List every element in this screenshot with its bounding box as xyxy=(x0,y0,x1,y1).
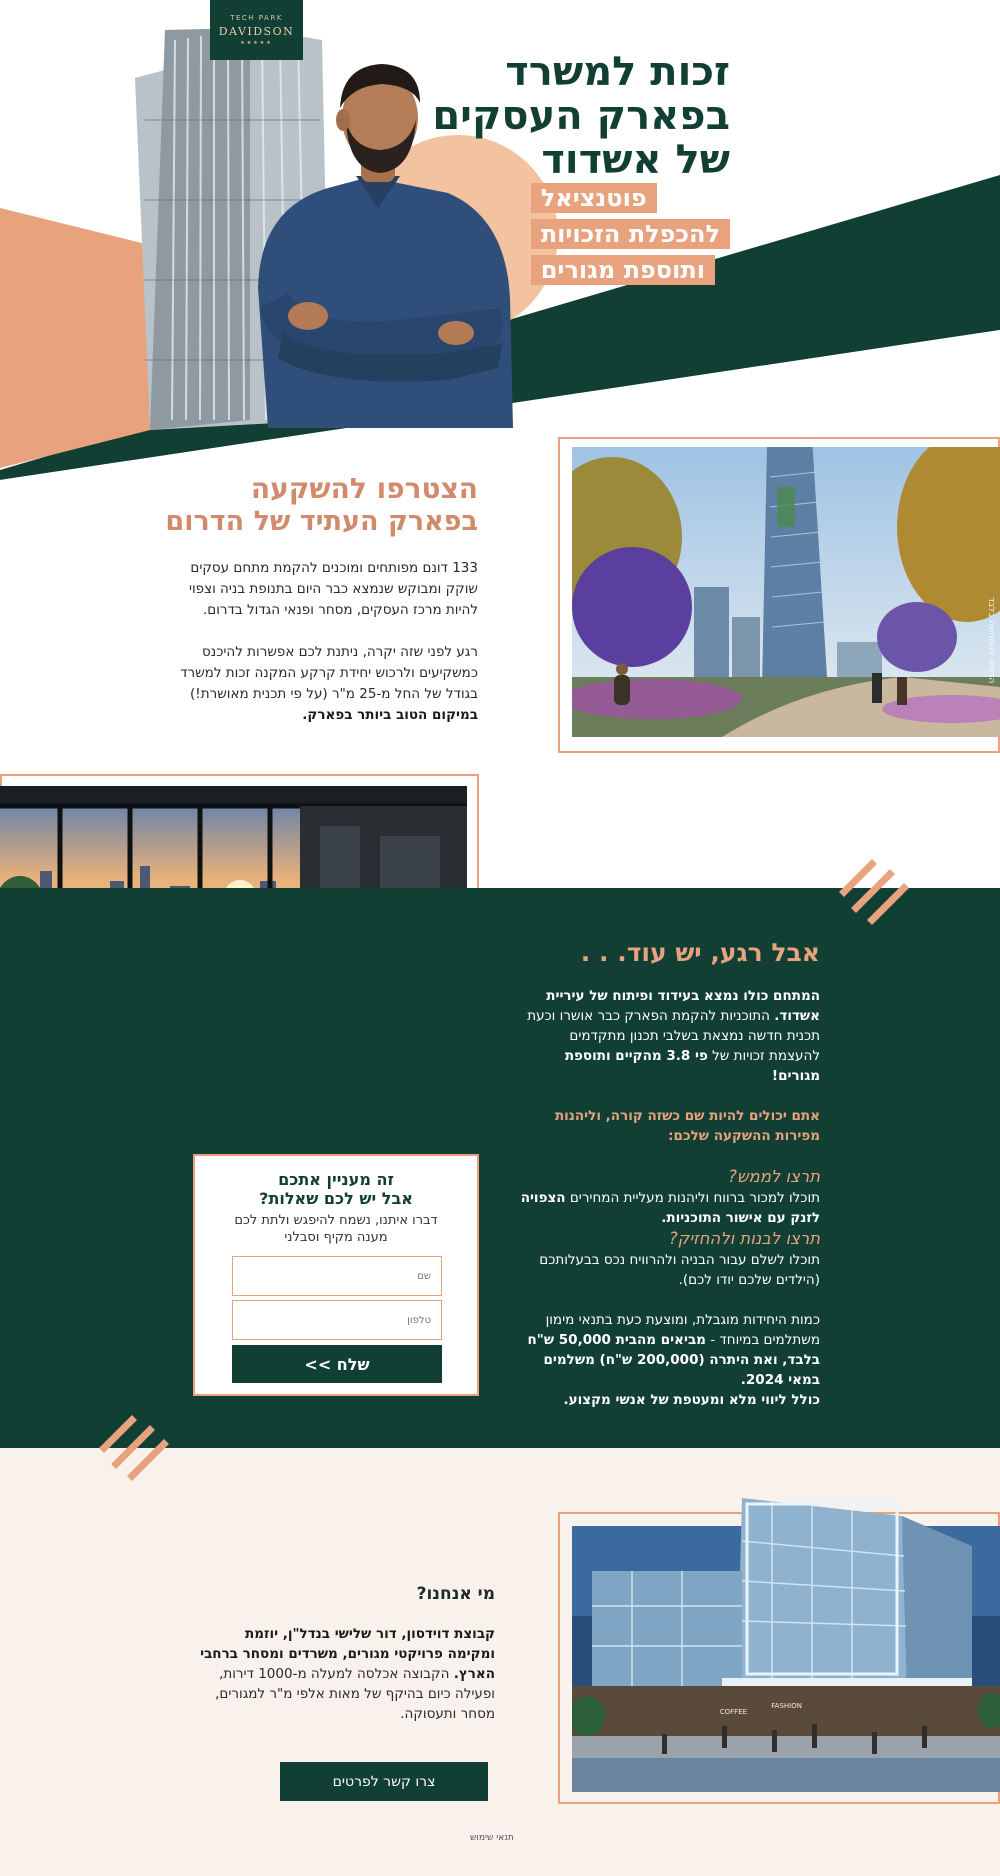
terms-link[interactable]: תנאי שימוש xyxy=(470,1833,514,1843)
invest-subtitle: בפארק העתיד של הדרום xyxy=(165,506,478,537)
more-body xyxy=(520,986,820,1410)
logo-stars: ★★★★★ xyxy=(240,40,273,46)
brand-logo[interactable] xyxy=(210,0,303,60)
office-building-image xyxy=(572,1486,1000,1792)
invest-para2: רגע לפני שזה יקרה, ניתנת לכם אפשרות להיכנס כמשקיעים ולרכוש יחידת קרקע המקנה זכות למשרד בגודל של החל מ-25 מ"ר (על פי תכנית מאושרת!) במיקום הטוב ביותר בפארק. xyxy=(180,644,478,723)
invest-body xyxy=(178,558,478,747)
hero-tag-rights: להכפלת הזכויות xyxy=(531,219,730,249)
name-input[interactable] xyxy=(232,1256,442,1296)
submit-button[interactable]: שלח >> xyxy=(232,1345,442,1383)
more-para3: כמות היחידות מוגבלת, ומוצעת כעת בתנאי מימון משתלמים במיוחד - מביאים מהבית 50,000 ש"ח בלבד, ואת היתרה (200,000 ש"ח) משלמים במאי 2024. xyxy=(527,1312,820,1388)
contact-cta-button[interactable]: צרו קשר לפרטים xyxy=(280,1762,488,1801)
contact-form xyxy=(193,1154,479,1396)
hero-tag-potential: פוטנציאל xyxy=(531,183,657,213)
option-sell-title: תרצו לממש? xyxy=(728,1167,820,1186)
decorative-stripes-icon xyxy=(832,852,912,932)
form-subtitle: דברו איתנו, נשמח להיפגש ולתת לכם מענה מקיף וסבלני xyxy=(234,1213,438,1245)
more-para1: המתחם כולו נמצא בעידוד ופיתוח של עיריית אשדוד. התוכניות להקמת הפארק כבר אושרו וכעת תכנית חדשה נמצאת בשלבי תכנון מתקדמים להעצמת זכויות של פי 3.8 מהקיים ותוספת מגורים! xyxy=(527,988,820,1084)
hero-section xyxy=(0,0,1000,480)
invest-para1: 133 דונם מפותחים ומוכנים להקמת מתחם עסקים שוקק ומבוקש שנמצא כבר היום בתנופת בניה וצפוי להיות מרכז העסקים, מסחר ופנאי הגדול בדרום. xyxy=(188,560,478,618)
hero-title-line2: בפארק העסקים xyxy=(432,93,730,139)
more-info-section xyxy=(0,888,1000,1448)
about-heading: מי אנחנו? xyxy=(416,1584,495,1604)
hero-title-line3: של אשדוד xyxy=(541,137,730,183)
building-sign-fashion: FASHION xyxy=(771,1702,802,1710)
hero-tag-residential: ותוספת מגורים xyxy=(531,255,715,285)
option-build-title: תרצו לבנות ולהחזיק? xyxy=(668,1229,820,1248)
logo-line2: DAVIDSON xyxy=(218,25,295,38)
more-peach-line: אתם יכולים להיות שם כשזה קורה, וליהנות מפירות ההשקעה שלכם: xyxy=(554,1108,820,1144)
form-title-line1: זה מעניין אתכם xyxy=(278,1170,394,1189)
park-rendering-image xyxy=(572,447,1000,737)
park-image-credit: הדמיה להמחשה בלבד xyxy=(986,597,996,684)
option-sell-text: תוכלו למכור ברווח וליהנות מעליית המחירים הצפויה לזנק עם אישור התוכניות. xyxy=(520,1190,820,1226)
option-build-text: תוכלו לשלם עבור הבניה ולהרוויח נכס בבעלותכם (הילדים שלכם יודו לכם). xyxy=(539,1252,820,1288)
logo-line1: TECH PARK xyxy=(230,14,283,22)
decorative-stripes-icon xyxy=(92,1408,172,1488)
phone-input[interactable] xyxy=(232,1300,442,1340)
more-para4: כולל ליווי מלא ומעטפת של אנשי מקצוע. xyxy=(563,1392,820,1408)
building-sign-coffee: COFFEE xyxy=(719,1708,747,1716)
invest-title: הצטרפו להשקעה xyxy=(250,472,478,505)
about-body: קבוצת דוידסון, דור שלישי בנדל"ן, יוזמת ומקימה פרויקטי מגורים, משרדים ומסחר ברחבי הארץ. הקבוצה אכלסה למעלה מ-1000 דירות, ופעילה כיום בהיקף של מאות אלפי מ"ר למגורים, מסחר ותעסוקה. xyxy=(200,1626,495,1722)
more-heading: אבל רגע, יש עוד. . . xyxy=(580,938,820,967)
hero-title xyxy=(432,50,730,182)
hero-tags xyxy=(531,183,730,285)
form-title-line2: אבל יש לכם שאלות? xyxy=(259,1189,413,1208)
hero-title-line1: זכות למשרד xyxy=(505,49,730,95)
